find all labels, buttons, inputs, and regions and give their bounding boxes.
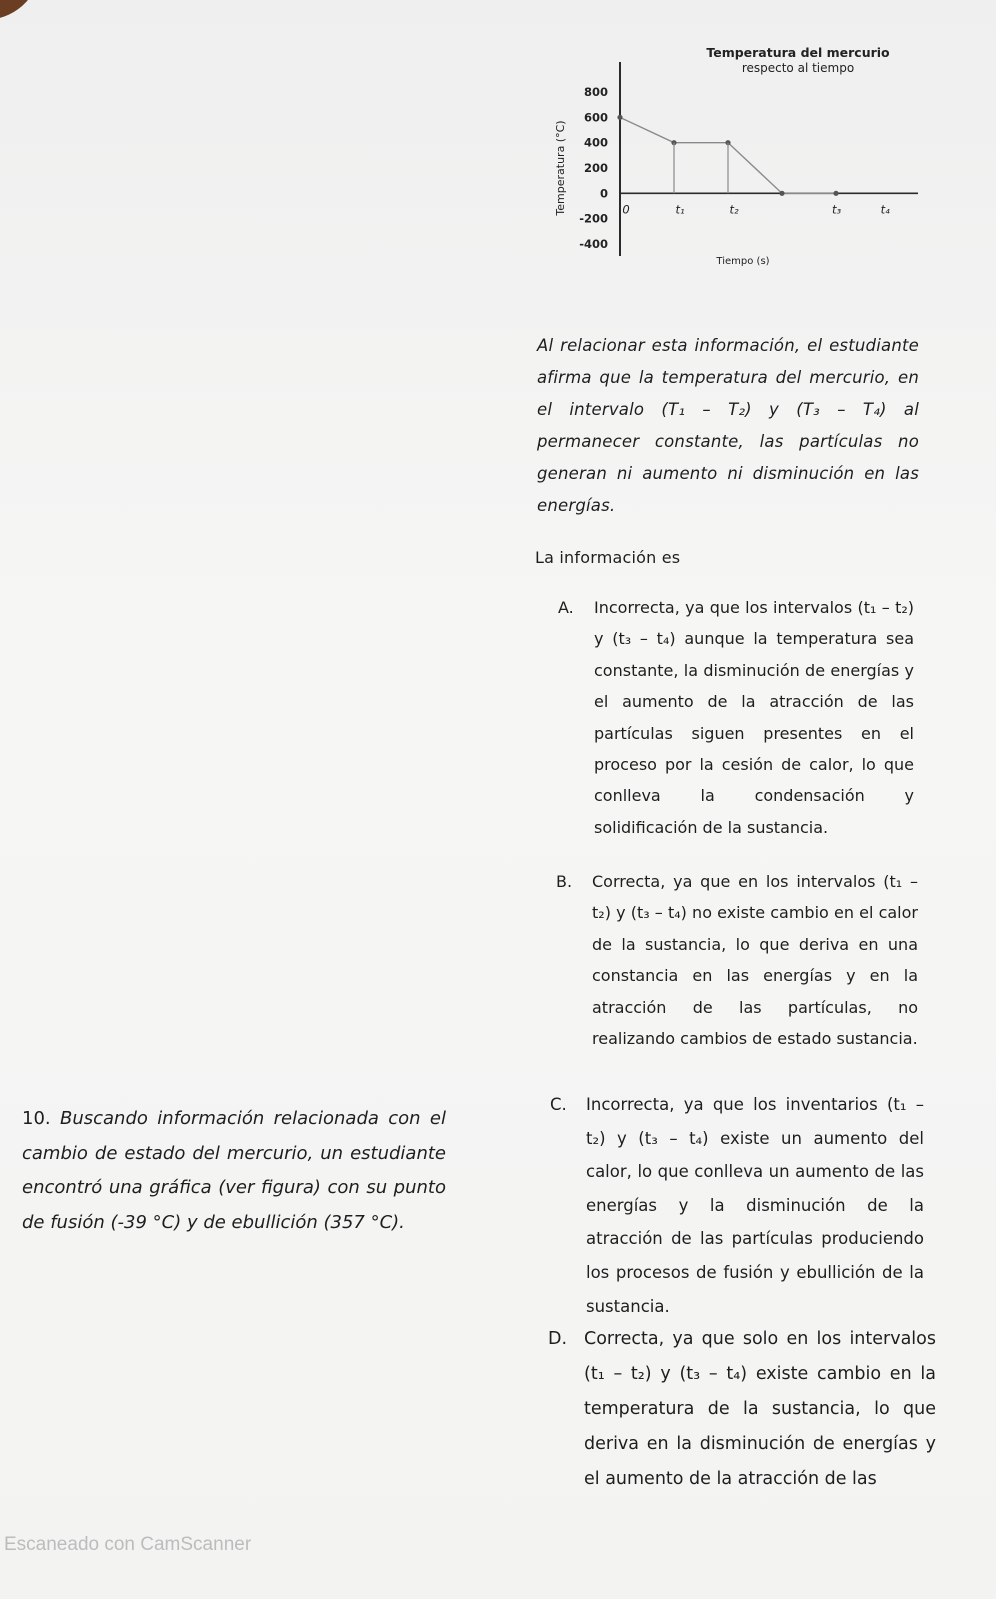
y-axis-label: Temperatura (°C) xyxy=(554,120,567,216)
chart-title-line: Temperatura del mercurio xyxy=(706,45,890,60)
option-c-text: Incorrecta, ya que los inventarios (t₁ – t₂) y (t₃ – t₄) existe un aumento del calor, lo que conlleva un aumento de las energías y la disminución de la atracción de las partículas produciendo los procesos de fusión y ebullición de la sustancia. xyxy=(586,1095,924,1316)
x-tick-label: t₁ xyxy=(675,202,685,217)
option-a-letter: A. xyxy=(558,598,574,617)
problem-statement: Al relacionar esta información, el estudiante afirma que la temperatura del mercurio, en el intervalo (T₁ – T₂) y (T₃ – T₄) al permanecer constante, las partículas no generan ni aumento ni disminución en las energías. xyxy=(537,336,919,515)
chart-axes xyxy=(620,62,918,256)
scanner-watermark: Escaneado con CamScanner xyxy=(4,1534,252,1555)
option-b-letter: B. xyxy=(556,872,573,891)
x-tick-label: t₄ xyxy=(880,202,890,217)
data-point xyxy=(833,191,838,196)
x-axis-label: Tiempo (s) xyxy=(716,256,770,267)
question-10-text: Buscando información relacionada con el cambio de estado del mercurio, un estudiante encontró una gráfica (ver figura) con su punto de fusión (-39 °C) y de ebullición (357 °C). xyxy=(22,1108,446,1233)
option-d-letter: D. xyxy=(548,1329,568,1349)
question-10-number: 10. xyxy=(22,1108,51,1129)
y-tick-label: 0 xyxy=(599,186,608,201)
chart-series xyxy=(617,115,838,196)
chart-title-line: respecto al tiempo xyxy=(741,61,855,75)
scan-edge-shadow xyxy=(0,0,37,35)
chart-ylabel xyxy=(554,120,567,216)
option-a-text: Incorrecta, ya que los intervalos (t₁ – t₂) y (t₃ – t₄) aunque la temperatura sea constante, la disminución de energías y el aumento de la atracción de las partículas siguen presentes en el proceso por la cesión de calor, lo que conlleva la condensación y solidificación de la sustancia. xyxy=(594,598,914,837)
option-d-text: Correcta, ya que solo en los intervalos (t₁ – t₂) y (t₃ – t₄) existe cambio en la temperatura de la sustancia, lo que deriva en la disminución de energías y el aumento de la atracción de las xyxy=(584,1329,936,1489)
data-point xyxy=(617,115,622,120)
data-point xyxy=(779,191,784,196)
x-tick-label: t₃ xyxy=(832,202,842,217)
y-tick-label: 800 xyxy=(583,85,608,99)
x-tick-label: 0 xyxy=(622,202,630,217)
chart-xlabel xyxy=(715,256,769,267)
chart-xticks xyxy=(622,202,890,216)
y-tick-label: -200 xyxy=(579,211,608,226)
y-tick-label: 200 xyxy=(583,161,608,175)
question-prompt: La información es xyxy=(535,548,681,567)
y-tick-label: 400 xyxy=(583,135,608,150)
y-tick-label: -400 xyxy=(579,237,608,251)
chart-title xyxy=(706,45,890,75)
y-tick-label: 600 xyxy=(583,110,608,125)
option-c-letter: C. xyxy=(550,1095,567,1114)
question-10 xyxy=(22,1102,446,1240)
chart-yticks xyxy=(579,85,608,251)
option-b-text: Correcta, ya que en los intervalos (t₁ – t₂) y (t₃ – t₄) no existe cambio en el calor de la sustancia, lo que deriva en una constancia en las energías y en la atracción de las partículas, no realizando cambios de estado sustancia. xyxy=(592,872,918,1049)
x-tick-label: t₂ xyxy=(729,202,739,217)
temperature-chart xyxy=(548,40,938,280)
